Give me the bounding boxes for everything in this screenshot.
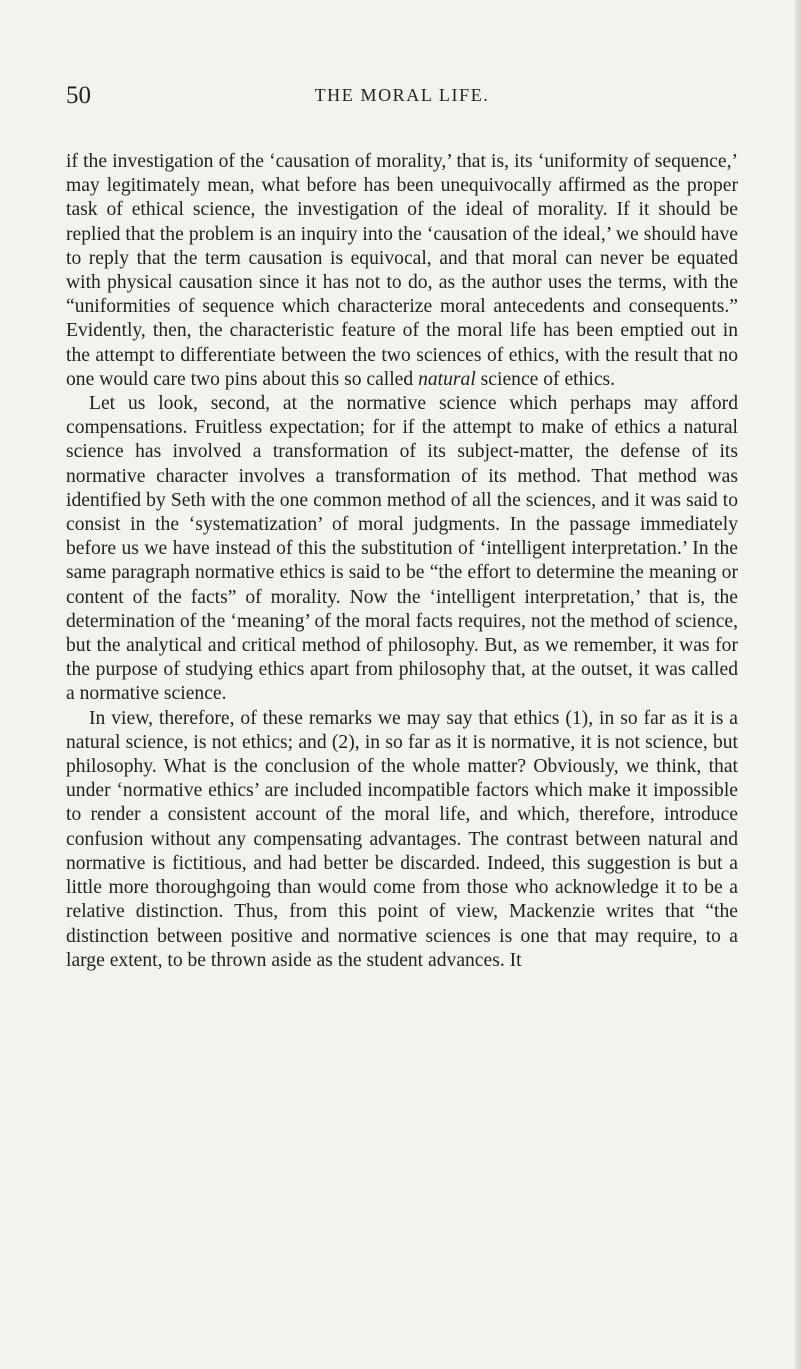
paragraph-text: science of ethics.	[475, 368, 616, 390]
page-number: 50	[66, 82, 91, 109]
page-edge	[795, 0, 801, 1369]
running-head: THE MORAL LIFE.	[314, 85, 490, 105]
emphasis: natural	[418, 368, 476, 390]
paragraph: Let us look, second, at the normative science which perhaps may afford compensations. Fruitless expectation; for if the attempt to make of ethics a natural science has involved a transformation of its subject-matter, the defense of its normative character involves a transformation of its method. That method was identified by Seth with the one common method of all the sciences, and it was said to consist in the ‘systematization’ of moral judgments. In the passage immediately before us we have instead of this the substitution of ‘intelligent interpretation.’ In the same paragraph normative ethics is said to be “the effort to determine the meaning or content of the facts” of morality. Now the ‘intelligent interpretation,’ that is, the determination of the ‘meaning’ of the moral facts requires, not the method of science, but the analytical and critical method of philosophy. But, as we remember, it was for the purpose of studying ethics apart from philosophy that, at the outset, it was called a normative science.	[66, 393, 738, 705]
page-header	[66, 82, 738, 112]
paragraph: In view, therefore, of these remarks we may say that ethics (1), in so far as it is a natural science, is not ethics; and (2), in so far as it is normative, it is not science, but philosophy. What is the conclusion of the whole matter? Obviously, we think, that under ‘normative ethics’ are included incompatible factors which make it impossible to render a consistent account of the moral life, and which, therefore, introduce confusion without any compensating advantages. The contrast between natural and normative is fictitious, and had better be discarded. Indeed, this suggestion is but a little more thoroughgoing than would come from those who acknowledge it to be a relative distinction. Thus, from this point of view, Mackenzie writes that “the distinction between positive and normative sciences is one that may require, to a large extent, to be thrown aside as the student advances. It	[66, 707, 738, 971]
paragraph-text: if the investigation of the ‘causation of morality,’ that is, its ‘uniformity of sequence,’ may legitimately mean, what before has been unequivocally affirmed as the proper task of ethical science, the investigation of the ideal of morality. If it should be replied that the problem is an inquiry into the ‘causation of the ideal,’ we should have to reply that the term causation is equivocal, and that moral can never be equated with physical causation since it has not to do, as the author uses the terms, with the “uniformities of sequence which characterize moral antecedents and consequents.” Evidently, then, the characteristic feature of the moral life has been emptied out in the attempt to differentiate between the two sciences of ethics, with the result that no one would care two pins about this so called	[66, 151, 738, 390]
paragraph	[66, 150, 738, 392]
body-text	[66, 150, 738, 973]
